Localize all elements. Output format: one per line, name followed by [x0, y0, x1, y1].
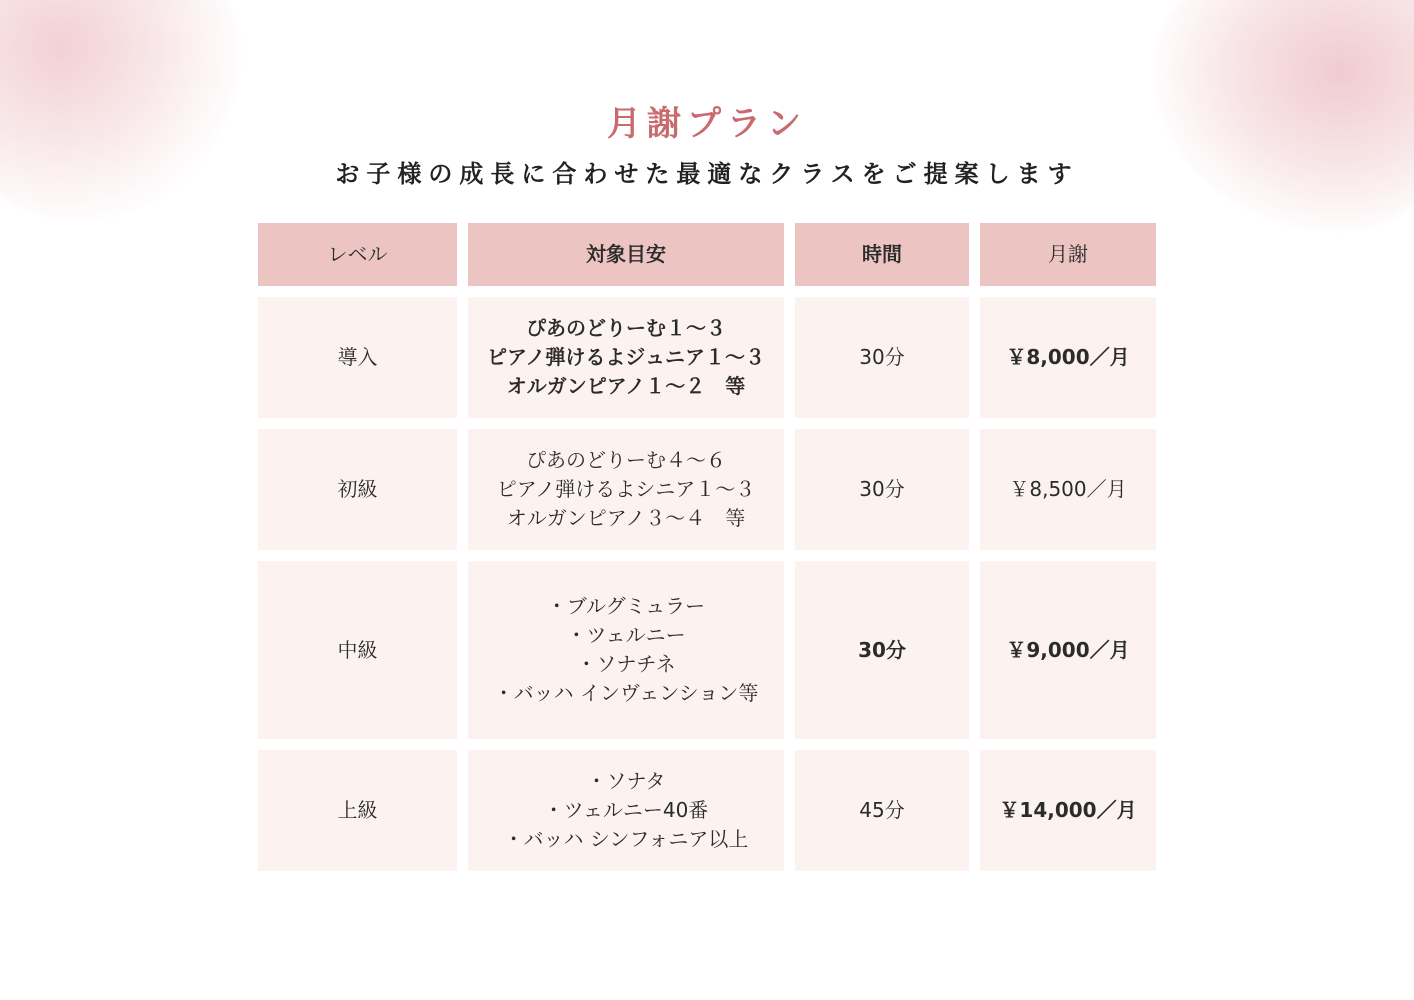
- page-subtitle: お子様の成長に合わせた最適なクラスをご提案します: [335, 160, 1079, 188]
- target-text: ・ブルグミュラー ・ツェルニー ・ソナチネ ・バッハ インヴェンション等: [493, 594, 759, 705]
- target-text: ぴあのどりーむ４～６ ピアノ弾けるよシニア１～３ オルガンピアノ３～４ 等: [496, 448, 756, 530]
- header-target: 対象目安: [468, 223, 784, 286]
- header-level: レベル: [258, 223, 457, 286]
- target-text: ・ソナタ ・ツェルニー40番 ・バッハ シンフォニア以上: [503, 769, 749, 851]
- table-row-fee: ￥14,000／月: [980, 750, 1156, 871]
- table-row-time: 30分: [795, 561, 969, 739]
- table-row-fee: ￥9,000／月: [980, 561, 1156, 739]
- table-row-target: [468, 297, 784, 418]
- page-title: 月謝プラン: [607, 104, 807, 144]
- table-row-target: [468, 429, 784, 550]
- table-row-target: [468, 750, 784, 871]
- table-row-level: 初級: [258, 429, 457, 550]
- table-row-level: 上級: [258, 750, 457, 871]
- table-row-target: [468, 561, 784, 739]
- table-row-level: 中級: [258, 561, 457, 739]
- table-row-level: 導入: [258, 297, 457, 418]
- table-row-fee: ￥8,500／月: [980, 429, 1156, 550]
- header-fee: 月謝: [980, 223, 1156, 286]
- table-row-time: 30分: [795, 297, 969, 418]
- header-time: 時間: [795, 223, 969, 286]
- table-row-time: 30分: [795, 429, 969, 550]
- table-row-fee: ￥8,000／月: [980, 297, 1156, 418]
- table-row-time: 45分: [795, 750, 969, 871]
- target-text: ぴあのどりーむ１～３ ピアノ弾けるよジュニア１～３ オルガンピアノ１～２ 等: [487, 316, 765, 398]
